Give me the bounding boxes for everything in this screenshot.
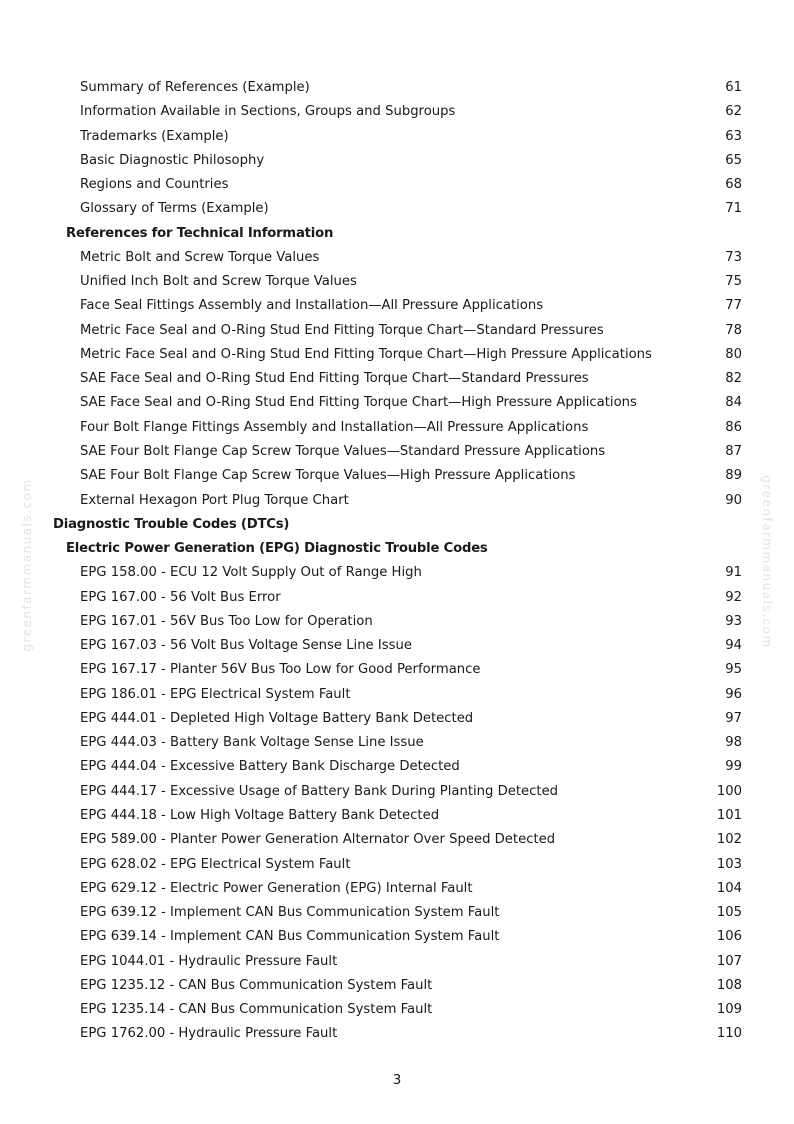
toc-entry-title: Metric Face Seal and O-Ring Stud End Fitting Torque Chart—Standard Pressures (80, 322, 604, 338)
toc-entry[interactable] (0, 755, 794, 779)
toc-entry-title: References for Technical Information (66, 225, 334, 241)
toc-entry[interactable] (0, 343, 794, 367)
toc-entry-title: SAE Four Bolt Flange Cap Screw Torque Values—High Pressure Applications (80, 468, 576, 484)
toc-entry-page-number: 98 (725, 735, 742, 751)
toc-entry-page-number: 94 (725, 638, 742, 654)
toc-entry-title: EPG 1762.00 - Hydraulic Pressure Fault (80, 1026, 338, 1042)
page-number: 3 (392, 1072, 402, 1088)
toc-entry-title: EPG 444.03 - Battery Bank Voltage Sense Line Issue (80, 735, 424, 751)
toc-entry-page-number: 103 (716, 856, 742, 872)
toc-entry-title: EPG 167.03 - 56 Volt Bus Voltage Sense Line Issue (80, 638, 412, 654)
toc-entry[interactable] (0, 246, 794, 270)
toc-entry-title: Regions and Countries (80, 177, 229, 193)
toc-entry[interactable] (0, 76, 794, 100)
toc-entry-title: Diagnostic Trouble Codes (DTCs) (53, 516, 290, 532)
toc-entry-title: EPG 1235.12 - CAN Bus Communication System Fault (80, 977, 433, 993)
toc-entry[interactable] (0, 877, 794, 901)
toc-entry-title: Basic Diagnostic Philosophy (80, 152, 265, 168)
toc-entry-page-number: 92 (725, 589, 742, 605)
toc-entry[interactable] (0, 489, 794, 513)
toc-entry-title: EPG 186.01 - EPG Electrical System Fault (80, 686, 351, 702)
toc-entry[interactable] (0, 901, 794, 925)
toc-entry-title: External Hexagon Port Plug Torque Chart (80, 492, 349, 508)
toc-entry-title: EPG 1044.01 - Hydraulic Pressure Fault (80, 953, 338, 969)
table-of-contents (0, 76, 794, 1047)
toc-entry[interactable] (0, 950, 794, 974)
toc-heading[interactable] (0, 513, 794, 537)
toc-entry[interactable] (0, 780, 794, 804)
toc-entry-page-number: 107 (716, 953, 742, 969)
toc-entry-page-number: 84 (725, 395, 742, 411)
toc-entry-page-number: 106 (716, 929, 742, 945)
toc-entry[interactable] (0, 998, 794, 1022)
toc-entry-page-number: 61 (725, 80, 742, 95)
toc-entry-title: EPG 444.18 - Low High Voltage Battery Bank Detected (80, 807, 440, 823)
toc-entry-page-number: 95 (725, 662, 742, 678)
toc-entry-title: EPG 158.00 - ECU 12 Volt Supply Out of Range High (80, 565, 422, 581)
toc-entry-title: EPG 639.12 - Implement CAN Bus Communication System Fault (80, 905, 500, 921)
toc-entry-page-number: 96 (725, 686, 742, 702)
toc-entry-title: Four Bolt Flange Fittings Assembly and Installation—All Pressure Applications (80, 419, 589, 435)
watermark-left: greenfarmmanuals.com (20, 478, 34, 652)
toc-entry-title: Electric Power Generation (EPG) Diagnostic Trouble Codes (66, 541, 488, 557)
toc-entry[interactable] (0, 828, 794, 852)
toc-entry[interactable] (0, 804, 794, 828)
toc-entry[interactable] (0, 853, 794, 877)
toc-entry[interactable] (0, 100, 794, 124)
toc-entry-title: Summary of References (Example) (80, 80, 310, 95)
toc-entry[interactable] (0, 658, 794, 682)
toc-entry-page-number: 91 (725, 565, 742, 581)
toc-entry[interactable] (0, 270, 794, 294)
toc-entry[interactable] (0, 367, 794, 391)
toc-entry-title: SAE Face Seal and O-Ring Stud End Fitting Torque Chart—High Pressure Applications (80, 395, 637, 411)
toc-entry-page-number: 68 (725, 177, 742, 193)
toc-entry[interactable] (0, 173, 794, 197)
watermark-right: greenfarmmanuals.com (760, 475, 774, 649)
toc-entry-page-number: 108 (716, 977, 742, 993)
toc-entry-title: EPG 167.17 - Planter 56V Bus Too Low for Good Performance (80, 662, 481, 678)
toc-entry-title: Metric Face Seal and O-Ring Stud End Fitting Torque Chart—High Pressure Applications (80, 346, 652, 362)
toc-entry[interactable] (0, 197, 794, 221)
toc-entry-page-number: 105 (716, 905, 742, 921)
toc-entry[interactable] (0, 610, 794, 634)
toc-entry-page-number: 90 (725, 492, 742, 508)
toc-entry[interactable] (0, 1022, 794, 1046)
toc-entry-title: EPG 444.17 - Excessive Usage of Battery Bank During Planting Detected (80, 783, 559, 799)
toc-entry-page-number: 102 (716, 832, 742, 848)
toc-entry-title: EPG 628.02 - EPG Electrical System Fault (80, 856, 351, 872)
toc-entry[interactable] (0, 731, 794, 755)
toc-entry[interactable] (0, 683, 794, 707)
toc-subheading[interactable] (0, 222, 794, 246)
toc-entry-page-number: 65 (725, 152, 742, 168)
toc-entry-title: SAE Face Seal and O-Ring Stud End Fitting Torque Chart—Standard Pressures (80, 371, 589, 387)
toc-entry[interactable] (0, 149, 794, 173)
toc-entry[interactable] (0, 634, 794, 658)
toc-entry-page-number: 97 (725, 710, 742, 726)
toc-entry-page-number: 73 (725, 249, 742, 265)
toc-entry[interactable] (0, 416, 794, 440)
toc-entry-page-number: 80 (725, 346, 742, 362)
toc-entry-title: EPG 629.12 - Electric Power Generation (EPG) Internal Fault (80, 880, 473, 896)
toc-entry-page-number: 89 (725, 468, 742, 484)
toc-entry-page-number: 77 (725, 298, 742, 314)
toc-entry-title: EPG 444.01 - Depleted High Voltage Battery Bank Detected (80, 710, 474, 726)
toc-entry[interactable] (0, 586, 794, 610)
toc-entry-title: EPG 589.00 - Planter Power Generation Alternator Over Speed Detected (80, 832, 556, 848)
toc-entry[interactable] (0, 125, 794, 149)
toc-entry[interactable] (0, 561, 794, 585)
toc-entry[interactable] (0, 464, 794, 488)
toc-entry-page-number: 78 (725, 322, 742, 338)
toc-entry-page-number: 93 (725, 613, 742, 629)
toc-entry-page-number: 86 (725, 419, 742, 435)
toc-entry-title: Metric Bolt and Screw Torque Values (80, 249, 320, 265)
toc-entry[interactable] (0, 294, 794, 318)
toc-entry-title: Glossary of Terms (Example) (80, 201, 269, 217)
toc-entry[interactable] (0, 925, 794, 949)
toc-entry-title: SAE Four Bolt Flange Cap Screw Torque Values—Standard Pressure Applications (80, 443, 606, 459)
toc-entry[interactable] (0, 319, 794, 343)
toc-entry-page-number: 99 (725, 759, 742, 775)
toc-entry-title: Information Available in Sections, Groups and Subgroups (80, 104, 456, 120)
toc-entry-page-number: 62 (725, 104, 742, 120)
toc-entry-title: EPG 639.14 - Implement CAN Bus Communication System Fault (80, 929, 500, 945)
toc-entry-title: Unified Inch Bolt and Screw Torque Values (80, 274, 357, 290)
toc-entry-title: EPG 444.04 - Excessive Battery Bank Discharge Detected (80, 759, 460, 775)
toc-entry-page-number: 75 (725, 274, 742, 290)
toc-entry[interactable] (0, 974, 794, 998)
toc-entry[interactable] (0, 440, 794, 464)
toc-entry-page-number: 100 (716, 783, 742, 799)
toc-entry-title: EPG 167.00 - 56 Volt Bus Error (80, 589, 281, 605)
toc-entry-page-number: 109 (716, 1002, 742, 1018)
toc-entry-title: EPG 1235.14 - CAN Bus Communication System Fault (80, 1002, 433, 1018)
toc-entry-title: EPG 167.01 - 56V Bus Too Low for Operation (80, 613, 373, 629)
toc-entry-title: Trademarks (Example) (80, 128, 229, 144)
toc-entry-page-number: 63 (725, 128, 742, 144)
toc-entry[interactable] (0, 391, 794, 415)
toc-entry-page-number: 87 (725, 443, 742, 459)
toc-entry-title: Face Seal Fittings Assembly and Installation—All Pressure Applications (80, 298, 544, 314)
toc-entry-page-number: 82 (725, 371, 742, 387)
toc-entry-page-number: 71 (725, 201, 742, 217)
toc-entry-page-number: 101 (716, 807, 742, 823)
toc-entry-page-number: 104 (716, 880, 742, 896)
toc-entry-page-number: 110 (716, 1026, 742, 1042)
toc-subheading[interactable] (0, 537, 794, 561)
toc-entry[interactable] (0, 707, 794, 731)
